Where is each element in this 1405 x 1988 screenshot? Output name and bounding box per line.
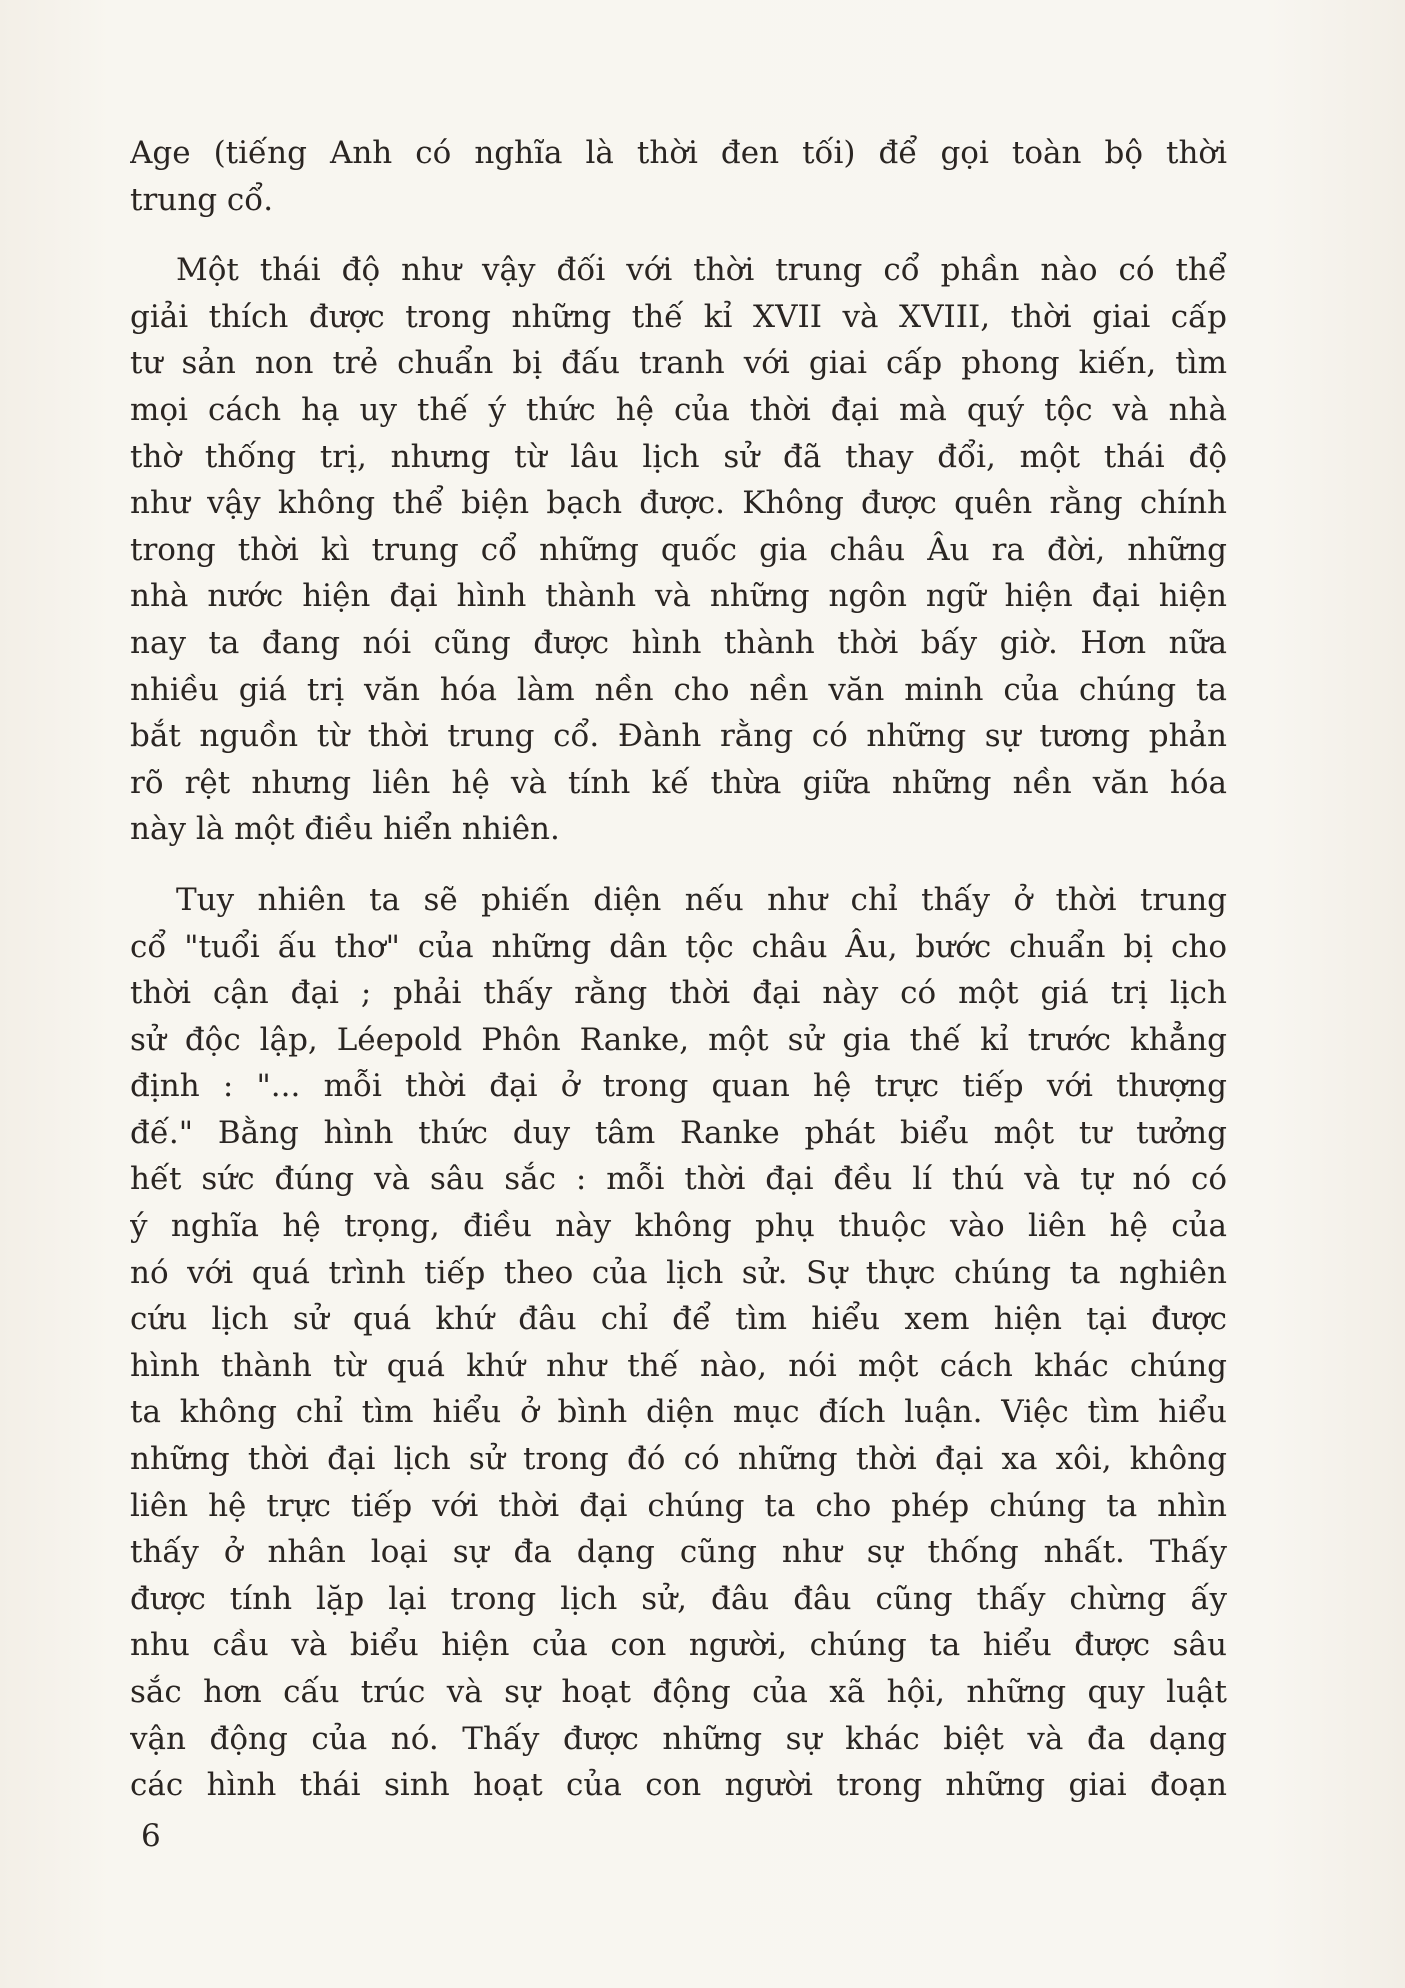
text-line: thờ thống trị, nhưng từ lâu lịch sử đã thay đổi, một thái độ [130,438,1227,475]
text-line: Một thái độ như vậy đối với thời trung cổ phần nào có thể [176,252,1227,289]
text-line: giải thích được trong những thế kỉ XVII và XVIII, thời giai cấp [130,298,1227,335]
body-text [130,130,1227,1809]
paragraph-2 [130,247,1227,853]
text-line: Age (tiếng Anh có nghĩa là thời đen tối) để gọi toàn bộ thời [130,135,1227,171]
text-line: ý nghĩa hệ trọng, điều này không phụ thuộc vào liên hệ của [130,1208,1227,1245]
text-line: hết sức đúng và sâu sắc : mỗi thời đại đều lí thú và tự nó có [130,1161,1227,1198]
text-line: Tuy nhiên ta sẽ phiến diện nếu như chỉ thấy ở thời trung [176,881,1227,918]
text-line: đế." Bằng hình thức duy tâm Ranke phát biểu một tư tưởng [130,1114,1227,1151]
text-line: cứu lịch sử quá khứ đâu chỉ để tìm hiểu xem hiện tại được [130,1301,1227,1338]
page-number: 6 [141,1818,161,1854]
text-line: được tính lặp lại trong lịch sử, đâu đâu cũng thấy chừng ấy [130,1580,1227,1617]
text-line: nhà nước hiện đại hình thành và những ngôn ngữ hiện đại hiện [130,578,1227,615]
text-line: cổ "tuổi ấu thơ" của những dân tộc châu Âu, bước chuẩn bị cho [130,928,1227,965]
text-line: những thời đại lịch sử trong đó có những thời đại xa xôi, không [130,1441,1227,1478]
text-line: tư sản non trẻ chuẩn bị đấu tranh với giai cấp phong kiến, tìm [130,345,1227,382]
text-line: nhiều giá trị văn hóa làm nền cho nền văn minh của chúng ta [130,671,1227,708]
text-line: này là một điều hiển nhiên. [130,811,560,848]
text-line: nhu cầu và biểu hiện của con người, chúng ta hiểu được sâu [130,1627,1227,1664]
text-line: rõ rệt nhưng liên hệ và tính kế thừa giữa những nền văn hóa [130,764,1227,801]
text-line: sử độc lập, Léepold Phôn Ranke, một sử gia thế kỉ trước khẳng [130,1021,1227,1058]
text-line: trong thời kì trung cổ những quốc gia châu Âu ra đời, những [130,531,1227,568]
text-line: vận động của nó. Thấy được những sự khác biệt và đa dạng [130,1720,1227,1757]
text-line: bắt nguồn từ thời trung cổ. Đành rằng có những sự tương phản [130,718,1227,755]
text-line: định : "... mỗi thời đại ở trong quan hệ trực tiếp với thượng [130,1068,1227,1105]
text-line: hình thành từ quá khứ như thế nào, nói một cách khác chúng [130,1347,1227,1384]
text-line: liên hệ trực tiếp với thời đại chúng ta cho phép chúng ta nhìn [130,1487,1227,1524]
text-line: trung cổ. [130,181,274,218]
text-line: nay ta đang nói cũng được hình thành thời bấy giờ. Hơn nữa [130,624,1227,661]
text-line: ta không chỉ tìm hiểu ở bình diện mục đích luận. Việc tìm hiểu [130,1394,1227,1431]
text-line: các hình thái sinh hoạt của con người trong những giai đoạn [130,1767,1227,1804]
text-line: nó với quá trình tiếp theo của lịch sử. Sự thực chúng ta nghiên [130,1254,1227,1291]
text-line: mọi cách hạ uy thế ý thức hệ của thời đại mà quý tộc và nhà [130,391,1227,428]
text-line: sắc hơn cấu trúc và sự hoạt động của xã hội, những quy luật [130,1674,1227,1710]
text-line: thấy ở nhân loại sự đa dạng cũng như sự thống nhất. Thấy [130,1534,1227,1571]
text-line: thời cận đại ; phải thấy rằng thời đại này có một giá trị lịch [130,975,1227,1012]
text-line: như vậy không thể biện bạch được. Không được quên rằng chính [130,485,1227,522]
paragraph-1 [130,130,1227,223]
paragraph-3 [130,877,1227,1809]
